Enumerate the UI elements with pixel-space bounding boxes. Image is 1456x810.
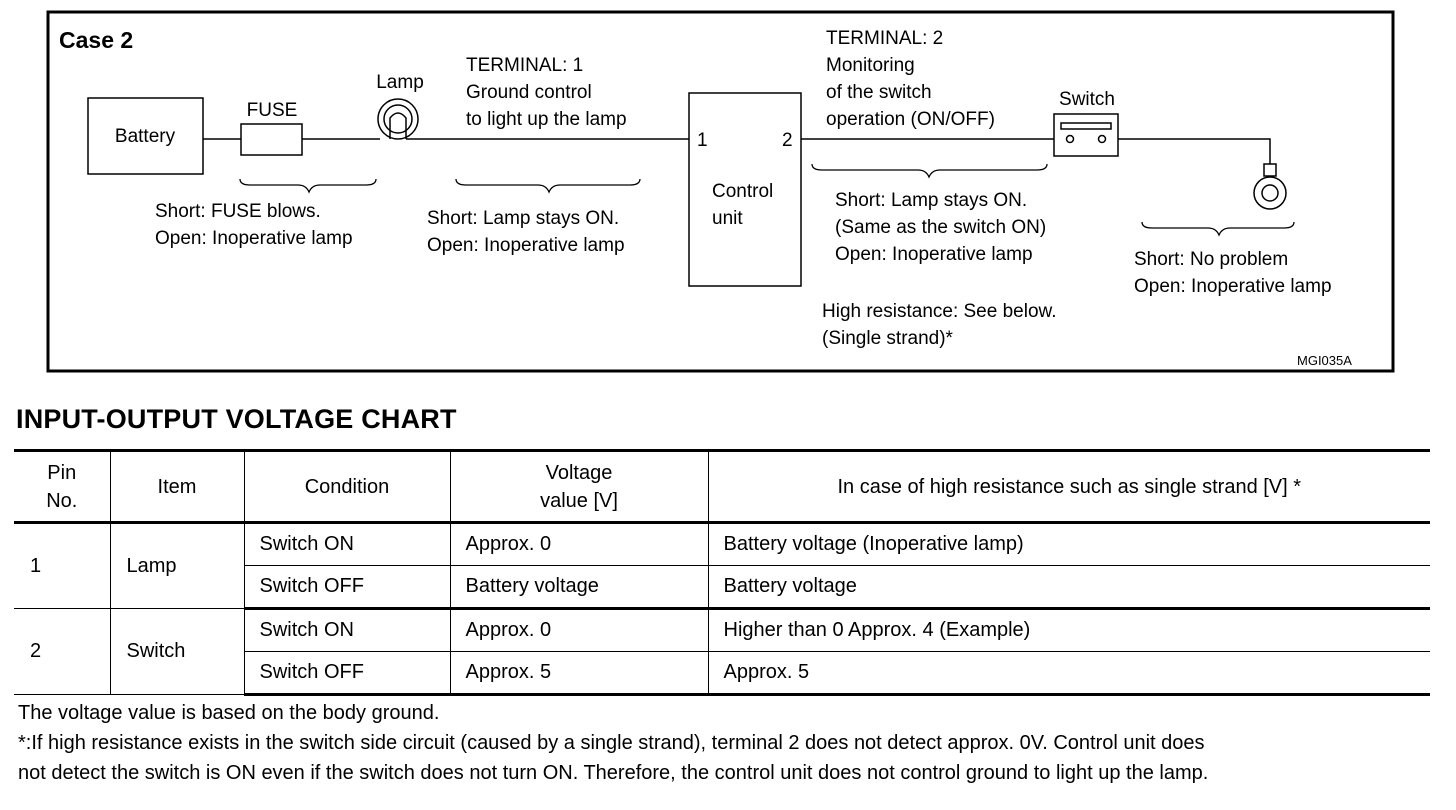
header-item: Item — [110, 451, 244, 523]
switch-fault-same: (Same as the switch ON) — [835, 217, 1047, 238]
cell-pin: 1 — [14, 523, 110, 609]
terminal2-line2: Monitoring — [826, 55, 915, 76]
wire-switch-ground — [1118, 139, 1270, 164]
table-row — [14, 523, 1430, 566]
terminal2-line4: operation (ON/OFF) — [826, 109, 995, 130]
control-unit-pin1: 1 — [697, 130, 708, 151]
footnote-line-2: not detect the switch is ON even if the switch does not turn ON. Therefore, the control unit does not control ground to light up the lamp. — [18, 762, 1209, 784]
control-unit-label-1: Control — [712, 181, 774, 202]
switch-label: Switch — [1059, 89, 1115, 110]
switch-icon — [1054, 114, 1118, 156]
ground-fault-short: Short: No problem — [1134, 249, 1289, 270]
header-high-resistance: In case of high resistance such as single strand [V] * — [708, 451, 1430, 523]
fuse-label: FUSE — [246, 100, 298, 121]
switch-segment-brace — [812, 164, 1047, 177]
cell-voltage: Approx. 0 — [450, 523, 708, 566]
cell-high-resistance: Battery voltage — [708, 566, 1430, 609]
table-header-row — [14, 451, 1430, 523]
high-resistance-strand: (Single strand)* — [822, 328, 953, 349]
terminal1-line3: to light up the lamp — [466, 109, 627, 130]
cell-condition: Switch ON — [244, 609, 450, 652]
cell-high-resistance: Higher than 0 Approx. 4 (Example) — [708, 609, 1430, 652]
cell-high-resistance: Battery voltage (Inoperative lamp) — [708, 523, 1430, 566]
lamp-fault-short: Short: Lamp stays ON. — [427, 208, 620, 229]
cell-voltage: Approx. 5 — [450, 652, 708, 695]
fuse-symbol — [241, 124, 302, 155]
cell-condition: Switch ON — [244, 523, 450, 566]
cell-condition: Switch OFF — [244, 652, 450, 695]
terminal2-line3: of the switch — [826, 82, 932, 103]
ground-segment-brace — [1142, 222, 1294, 235]
cell-high-resistance: Approx. 5 — [708, 652, 1430, 695]
lamp-fault-open: Open: Inoperative lamp — [427, 235, 625, 256]
lamp-icon — [378, 99, 418, 139]
terminal2-title: TERMINAL: 2 — [826, 28, 944, 49]
circuit-diagram — [0, 0, 1456, 390]
cell-voltage: Battery voltage — [450, 566, 708, 609]
switch-fault-open: Open: Inoperative lamp — [835, 244, 1033, 265]
battery-label: Battery — [114, 126, 176, 147]
fuse-fault-open: Open: Inoperative lamp — [155, 228, 353, 249]
lamp-segment-brace — [456, 179, 640, 192]
switch-fault-short: Short: Lamp stays ON. — [835, 190, 1028, 211]
cell-item: Lamp — [110, 523, 244, 609]
cell-item: Switch — [110, 609, 244, 695]
header-voltage: Voltage value [V] — [450, 451, 708, 523]
ground-terminal-icon — [1254, 164, 1286, 209]
cell-pin: 2 — [14, 609, 110, 695]
figure-id: MGI035A — [1297, 353, 1352, 368]
control-unit-label-2: unit — [712, 208, 743, 229]
high-resistance-note: High resistance: See below. — [822, 301, 1057, 322]
control-unit-pin2: 2 — [782, 130, 793, 151]
cell-voltage: Approx. 0 — [450, 609, 708, 652]
ground-note: The voltage value is based on the body ground. — [18, 702, 440, 724]
ground-fault-open: Open: Inoperative lamp — [1134, 276, 1332, 297]
footnote-line-1: *:If high resistance exists in the switch side circuit (caused by a single strand), terminal 2 does not detect approx. 0V. Control unit does — [18, 732, 1205, 754]
cell-condition: Switch OFF — [244, 566, 450, 609]
fuse-fault-short: Short: FUSE blows. — [155, 201, 321, 222]
voltage-chart-table — [14, 449, 1430, 696]
table-row — [14, 609, 1430, 652]
chart-title: INPUT-OUTPUT VOLTAGE CHART — [16, 404, 457, 434]
header-pin: Pin No. — [14, 451, 110, 523]
lamp-label: Lamp — [376, 72, 424, 93]
fuse-segment-brace — [240, 179, 376, 192]
terminal1-title: TERMINAL: 1 — [466, 55, 584, 76]
header-condition: Condition — [244, 451, 450, 523]
case-label: Case 2 — [59, 27, 134, 53]
terminal1-line2: Ground control — [466, 82, 592, 103]
